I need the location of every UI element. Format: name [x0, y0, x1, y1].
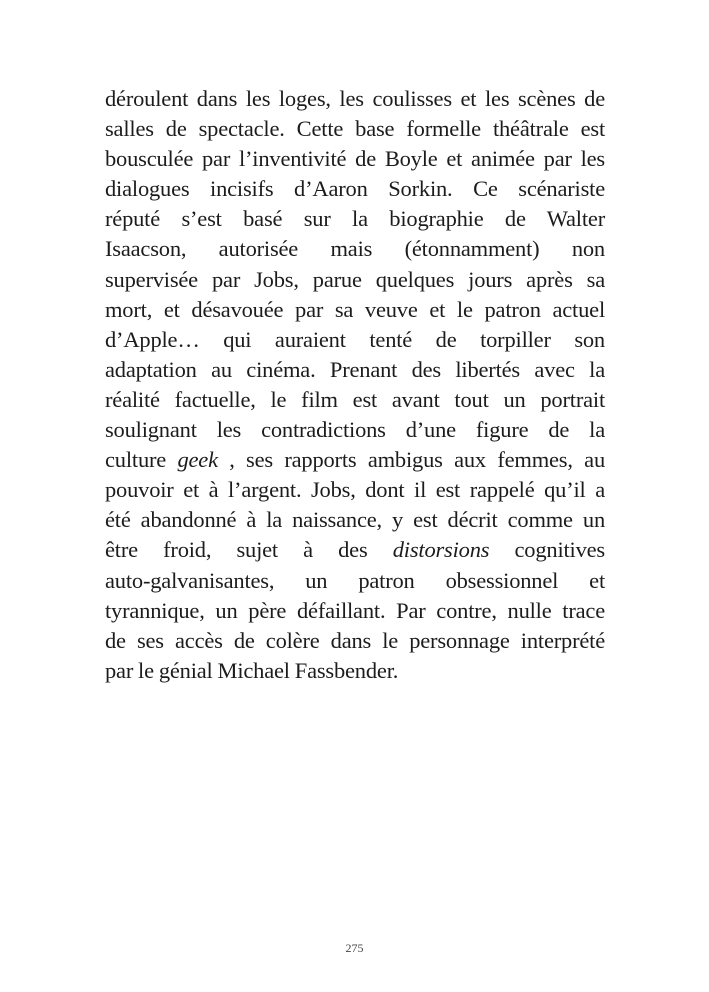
text-run: bousculée par l’inventivité de Boyle et animée par les: [105, 146, 605, 172]
italic-text: distorsions: [392, 537, 490, 563]
italic-text: geek: [177, 447, 218, 473]
text-run: réalité factuelle, le film est avant tout un portrait: [105, 386, 605, 412]
text-run: tyrannique, un père défaillant. Par contre, nulle trace: [105, 597, 605, 623]
text-run: dialogues incisifs d’Aaron Sorkin. Ce scénariste: [105, 176, 605, 202]
text-run: , ses rapports ambigus aux femmes, au: [217, 447, 605, 473]
text-run: pouvoir et à l’argent. Jobs, dont il est rappelé qu’il a: [105, 477, 605, 503]
text-run: être froid, sujet à des: [105, 537, 393, 563]
text-line: [105, 656, 605, 686]
text-run: réputé s’est basé sur la biographie de Walter: [105, 206, 605, 232]
text-line: [105, 535, 605, 565]
text-run: cognitives: [489, 537, 605, 563]
text-line: [105, 596, 605, 626]
text-line: [105, 265, 605, 295]
text-run: été abandonné à la naissance, y est décrit comme un: [105, 507, 605, 533]
text-run: supervisée par Jobs, parue quelques jours après sa: [105, 266, 605, 292]
text-line: [105, 84, 605, 114]
text-run: adaptation au cinéma. Prenant des libertés avec la: [105, 356, 605, 382]
text-run: auto-galvanisantes, un patron obsessionnel et: [105, 567, 605, 593]
text-line: [105, 114, 605, 144]
text-line: [105, 475, 605, 505]
text-line: [105, 626, 605, 656]
page-number: 275: [345, 941, 364, 955]
text-run: par le génial Michael Fassbender.: [105, 657, 399, 683]
text-line: [105, 566, 605, 596]
text-line: [105, 204, 605, 234]
text-run: déroulent dans les loges, les coulisses et les scènes de: [105, 86, 605, 111]
text-line: [105, 234, 605, 264]
text-run: culture: [105, 447, 178, 473]
text-line: [105, 385, 605, 415]
text-run: salles de spectacle. Cette base formelle théâtrale est: [105, 116, 605, 142]
body-paragraph: [105, 84, 605, 686]
text-line: [105, 445, 605, 475]
text-line: [105, 295, 605, 325]
text-run: d’Apple… qui auraient tenté de torpiller son: [105, 326, 605, 352]
text-run: Isaacson, autorisée mais (étonnamment) non: [105, 236, 605, 262]
text-run: de ses accès de colère dans le personnage interprété: [105, 627, 605, 653]
text-line: [105, 174, 605, 204]
text-line: [105, 325, 605, 355]
text-line: [105, 505, 605, 535]
text-line: [105, 355, 605, 385]
text-line: [105, 144, 605, 174]
text-run: mort, et désavouée par sa veuve et le patron actuel: [105, 296, 605, 322]
text-line: [105, 415, 605, 445]
text-run: soulignant les contradictions d’une figure de la: [105, 417, 605, 443]
